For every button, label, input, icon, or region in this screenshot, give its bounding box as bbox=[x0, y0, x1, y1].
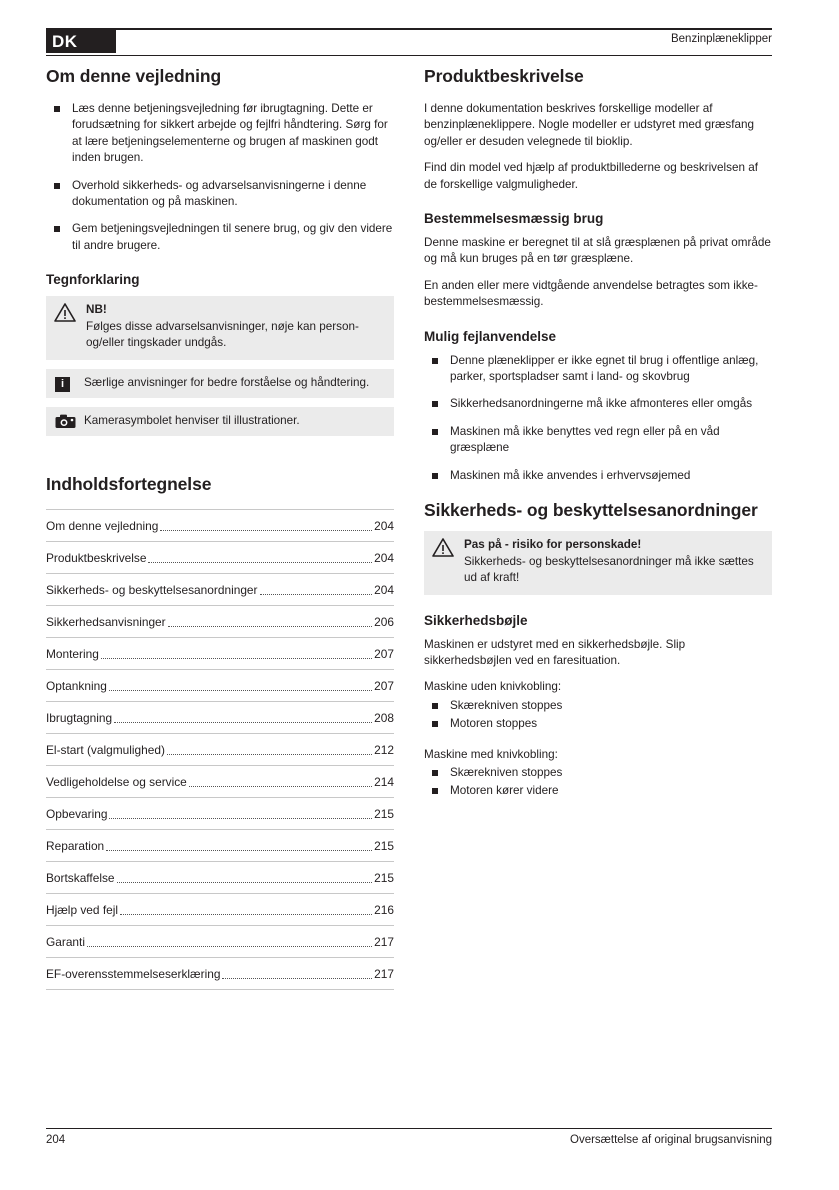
list-item: Maskinen må ikke anvendes i erhvervsøjemed bbox=[424, 468, 772, 484]
misuse-bullet-list bbox=[424, 353, 772, 484]
toc-title: Optankning bbox=[46, 679, 107, 694]
toc-page: 217 bbox=[374, 935, 394, 950]
toc-title: Hjælp ved fejl bbox=[46, 903, 119, 918]
section-title-about: Om denne vejledning bbox=[46, 66, 222, 86]
header-bottom-rule bbox=[46, 55, 772, 56]
toc-dot-leader bbox=[167, 745, 372, 755]
toc-title: Bortskaffelse bbox=[46, 871, 115, 886]
note-title: NB! bbox=[86, 303, 107, 317]
footer-page-number: 204 bbox=[46, 1134, 66, 1146]
without-clutch-list bbox=[424, 698, 772, 733]
footer-rule bbox=[46, 1128, 772, 1129]
toc-title: Reparation bbox=[46, 839, 105, 854]
toc-row[interactable] bbox=[46, 862, 394, 894]
list-item: Motoren kører videre bbox=[424, 783, 772, 799]
toc-dot-leader bbox=[168, 617, 373, 627]
toc-title: Sikkerheds- og beskyttelsesanordninger bbox=[46, 583, 258, 598]
toc-dot-leader bbox=[114, 713, 372, 723]
toc-row[interactable] bbox=[46, 830, 394, 862]
page-header bbox=[46, 28, 772, 56]
paragraph: Denne maskine er beregnet til at slå græsplænen på privat område og må kun bruges på en tør græsplæne. bbox=[424, 236, 771, 266]
toc-row[interactable] bbox=[46, 542, 394, 574]
list-item: Læs denne betjeningsvejledning før ibrugtagning. Dette er forudsætning for sikkert arbejde og fejlfri håndtering. Sørg for at lære betjeningselementerne og brugen af maskinen godt inden brugen. bbox=[46, 101, 394, 167]
list-item: Denne plæneklipper er ikke egnet til brug i offentlige anlæg, parker, sportspladser samt i land- og skovbrug bbox=[424, 353, 772, 386]
toc-row[interactable] bbox=[46, 894, 394, 926]
toc-page: 207 bbox=[374, 679, 394, 694]
toc-dot-leader bbox=[148, 553, 372, 563]
toc-row[interactable] bbox=[46, 702, 394, 734]
toc-row[interactable] bbox=[46, 670, 394, 702]
toc-row[interactable] bbox=[46, 509, 394, 542]
note-box-caution bbox=[424, 531, 772, 594]
toc-title: Sikkerhedsanvisninger bbox=[46, 615, 166, 630]
camera-icon bbox=[55, 414, 75, 428]
toc-dot-leader bbox=[189, 777, 372, 787]
toc-row[interactable] bbox=[46, 638, 394, 670]
list-item: Sikkerhedsanordningerne må ikke afmonteres eller omgås bbox=[424, 396, 772, 412]
header-product-name: Benzinplæneklipper bbox=[670, 33, 772, 45]
toc-row[interactable] bbox=[46, 606, 394, 638]
toc-page: 204 bbox=[374, 519, 394, 534]
note-text: Følges disse advarselsanvisninger, nøje kan person- og/eller tingskader undgås. bbox=[86, 320, 359, 350]
section-title-safety-devices: Sikkerheds- og beskyttelsesanordninger bbox=[424, 500, 758, 521]
with-clutch-list bbox=[424, 765, 772, 800]
toc-title: Garanti bbox=[46, 935, 85, 950]
note-title: Pas på - risiko for personskade! bbox=[464, 538, 642, 552]
toc-title: Montering bbox=[46, 647, 99, 662]
table-of-contents bbox=[46, 509, 394, 990]
note-text: Kamerasymbolet henviser til illustrationer. bbox=[84, 413, 300, 427]
toc-dot-leader bbox=[260, 585, 373, 595]
section-title-legend: Tegnforklaring bbox=[46, 272, 140, 288]
toc-title: Vedligeholdelse og service bbox=[46, 775, 187, 790]
note-text: Sikkerheds- og beskyttelsesanordninger må ikke sættes ud af kraft! bbox=[464, 555, 754, 585]
right-column bbox=[424, 66, 772, 810]
toc-dot-leader bbox=[117, 873, 373, 883]
section-title-intended-use: Bestemmelsesmæssig brug bbox=[424, 211, 604, 227]
list-item: Skærekniven stoppes bbox=[424, 698, 772, 714]
toc-title: Opbevaring bbox=[46, 807, 108, 822]
toc-dot-leader bbox=[222, 969, 372, 979]
toc-dot-leader bbox=[106, 841, 372, 851]
toc-page: 215 bbox=[374, 871, 394, 886]
page-footer bbox=[46, 1128, 772, 1146]
toc-title: Om denne vejledning bbox=[46, 519, 159, 534]
note-box-info bbox=[46, 369, 394, 398]
section-title-product-description: Produktbeskrivelse bbox=[424, 66, 584, 86]
toc-dot-leader bbox=[87, 937, 372, 947]
toc-row[interactable] bbox=[46, 926, 394, 958]
toc-dot-leader bbox=[160, 521, 372, 531]
about-bullet-list bbox=[46, 101, 394, 254]
header-top-rule bbox=[46, 28, 772, 30]
toc-title: Produktbeskrivelse bbox=[46, 551, 147, 566]
toc-row[interactable] bbox=[46, 798, 394, 830]
toc-page: 207 bbox=[374, 647, 394, 662]
toc-page: 216 bbox=[374, 903, 394, 918]
list-item: Maskinen må ikke benyttes ved regn eller på en våd græsplæne bbox=[424, 424, 772, 457]
toc-page: 214 bbox=[374, 775, 394, 790]
footer-note: Oversættelse af original brugsanvisning bbox=[570, 1134, 772, 1146]
info-icon: i bbox=[55, 377, 70, 392]
toc-page: 215 bbox=[374, 807, 394, 822]
note-box-camera bbox=[46, 407, 394, 436]
section-title-safety-bar: Sikkerhedsbøjle bbox=[424, 612, 528, 628]
toc-page: 217 bbox=[374, 967, 394, 982]
toc-row[interactable] bbox=[46, 574, 394, 606]
toc-row[interactable] bbox=[46, 958, 394, 990]
toc-row[interactable] bbox=[46, 734, 394, 766]
warning-triangle-icon bbox=[54, 303, 76, 323]
toc-dot-leader bbox=[109, 809, 372, 819]
warning-triangle-icon bbox=[432, 538, 454, 558]
list-item: Skærekniven stoppes bbox=[424, 765, 772, 781]
toc-dot-leader bbox=[101, 649, 372, 659]
list-item: Gem betjeningsvejledningen til senere brug, og giv den videre til andre brugere. bbox=[46, 221, 394, 254]
toc-title: Ibrugtagning bbox=[46, 711, 113, 726]
toc-page: 206 bbox=[374, 615, 394, 630]
toc-row[interactable] bbox=[46, 766, 394, 798]
section-title-misuse: Mulig fejlanvendelse bbox=[424, 328, 557, 344]
toc-page: 204 bbox=[374, 551, 394, 566]
paragraph: En anden eller mere vidtgående anvendelse betragtes som ikke-bestemmelsesmæssig. bbox=[424, 278, 758, 309]
paragraph: Find din model ved hjælp af produktbillederne og beskrivelsen af de forskellige valgmuligheder. bbox=[424, 161, 758, 191]
section-title-toc: Indholdsfortegnelse bbox=[46, 474, 212, 495]
group-label-with-clutch: Maskine med knivkobling: bbox=[424, 747, 558, 761]
left-column bbox=[46, 66, 394, 990]
paragraph: Maskinen er udstyret med en sikkerhedsbøjle. Slip sikkerhedsbøjlen ved en faresituation. bbox=[424, 637, 686, 667]
toc-page: 204 bbox=[374, 583, 394, 598]
group-label-without-clutch: Maskine uden knivkobling: bbox=[424, 680, 562, 694]
toc-page: 212 bbox=[374, 743, 394, 758]
note-box-warning bbox=[46, 296, 394, 359]
note-text: Særlige anvisninger for bedre forståelse og håndtering. bbox=[84, 375, 370, 389]
toc-title: EF-overensstemmelseserklæring bbox=[46, 967, 221, 982]
toc-dot-leader bbox=[109, 681, 372, 691]
toc-dot-leader bbox=[120, 905, 372, 915]
list-item: Overhold sikkerheds- og advarselsanvisningerne i denne dokumentation og på maskinen. bbox=[46, 178, 394, 211]
toc-page: 208 bbox=[374, 711, 394, 726]
toc-title: El-start (valgmulighed) bbox=[46, 743, 165, 758]
toc-page: 215 bbox=[374, 839, 394, 854]
list-item: Motoren stoppes bbox=[424, 716, 772, 732]
paragraph: I denne dokumentation beskrives forskellige modeller af benzinplæneklippere. Nogle modeller er udstyret med græsfang og/eller er desuden velegnede til bioklip. bbox=[424, 102, 755, 148]
language-tag: DK bbox=[46, 30, 116, 53]
